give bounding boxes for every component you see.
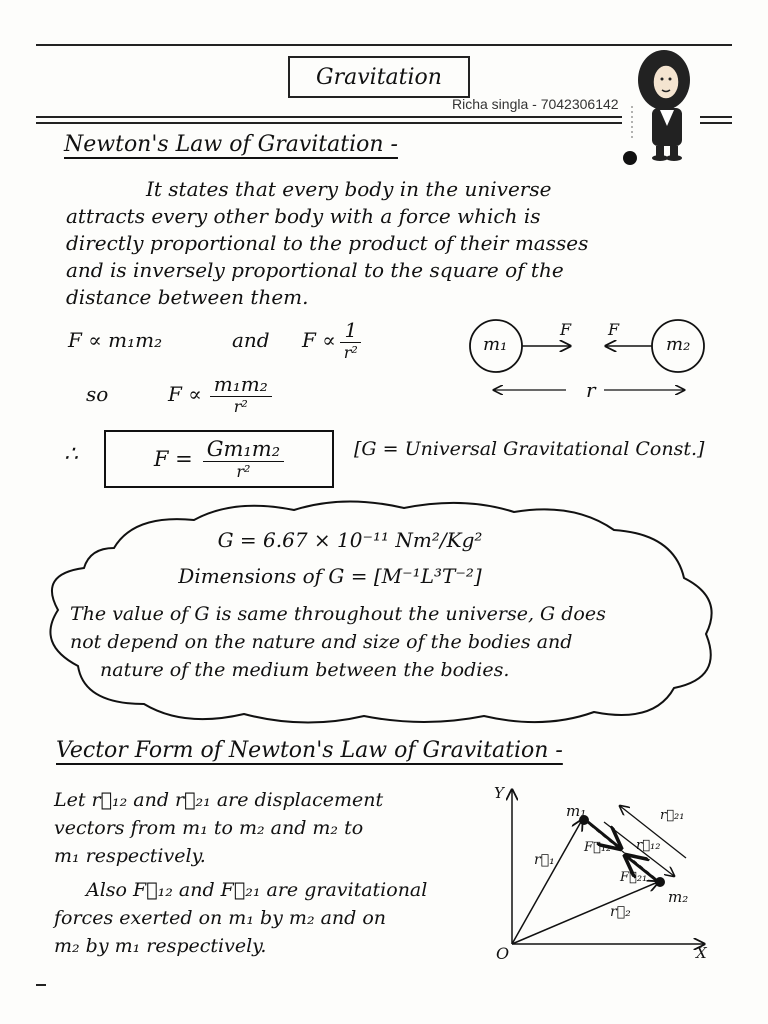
boxed-den: r² [236,462,251,481]
boxed-num: Gm₁m₂ [203,437,284,462]
cloud-line-1: The value of G is same throughout the universe, G does [70,603,606,625]
boxed-formula [104,430,334,488]
prop-right-fraction [340,318,362,362]
para-line-5: distance between them. [66,285,309,309]
header-rule-2 [36,122,622,124]
section2-heading: Vector Form of Newton's Law of Gravitation - [56,738,563,763]
boxed-fraction [203,437,284,481]
origin-label: O [496,944,510,963]
page-title: Gravitation [288,56,470,98]
and-word: and [232,328,270,352]
para-line-1: It states that every body in the universe [146,177,552,201]
section1-paragraph [66,176,706,311]
header-rule-right-2 [700,122,732,124]
m2-dot [655,877,665,887]
m2-label: m₂ [668,888,689,906]
prop-formula-left: F ∝ m₁m₂ [68,328,163,352]
diagram1-m2-label: m₂ [666,334,691,355]
r21-label: r⃗₂₁ [660,808,685,823]
diagram1-m1-label: m₁ [483,334,508,355]
section2-paragraph [54,786,484,960]
s2-line-5: forces exerted on m₁ by m₂ and on [54,907,387,929]
so-num: m₁m₂ [210,372,272,397]
axis-y-label: Y [494,784,504,802]
so-formula [168,372,272,416]
section1-heading: Newton's Law of Gravitation - [64,132,398,157]
r2-vector [512,882,658,944]
cloud-paragraph [70,600,710,684]
header-rule-right-1 [700,116,732,118]
prop-formula-right [302,318,362,362]
so-den: r² [233,397,248,416]
watermark-text: Richa singla - 7042306142 [452,96,619,112]
so-word: so [86,382,109,406]
s2-line-1: Let r⃗₁₂ and r⃗₂₁ are displacement [54,789,384,811]
therefore-symbol: ∴ [64,442,78,467]
f12-label: F⃗₁₂ [584,840,612,855]
boxed-lhs: F = [153,447,193,471]
para-line-2: attracts every other body with a force which is [66,204,541,228]
newton-cartoon-icon [612,46,704,170]
g-value: G = 6.67 × 10⁻¹¹ Nm²/Kg² [217,528,483,552]
header-rule-1 [36,116,622,118]
s2-line-2: vectors from m₁ to m₂ and m₂ to [54,817,364,839]
prop-right-num: 1 [340,318,361,343]
cloud-line-3: nature of the medium between the bodies. [100,659,510,681]
so-fraction [210,372,272,416]
m1-label: m₁ [566,802,587,820]
diagram1-f-right: F [608,320,620,339]
g-dimensions: Dimensions of G = [M⁻¹L³T⁻²] [178,564,482,588]
r1-label: r⃗₁ [534,852,555,868]
s2-line-3: m₁ respectively. [54,845,206,867]
diagram1-r-label: r [586,378,596,402]
cloud-line-2: not depend on the nature and size of the bodies and [70,631,573,653]
so-prefix: F ∝ [168,382,202,406]
diagram1-f-left: F [560,320,572,339]
para-line-3: directly proportional to the product of their masses [66,231,589,255]
prop-right-prefix: F ∝ [302,328,336,352]
r12-label: r⃗₁₂ [636,838,661,853]
r2-label: r⃗₂ [610,904,631,920]
para-line-4: and is inversely proportional to the square of the [66,258,564,282]
vector-diagram [484,776,724,966]
g-constant-note: [G = Universal Gravitational Const.] [354,438,705,460]
r1-vector [512,820,582,944]
bottom-mark [36,984,46,986]
s2-line-4: Also F⃗₁₂ and F⃗₂₁ are gravitational [86,879,428,901]
axis-x-label: X [696,944,707,962]
f21-label: F⃗₂₁ [620,870,648,885]
prop-right-den: r² [343,343,358,362]
s2-line-6: m₂ by m₁ respectively. [54,935,267,957]
